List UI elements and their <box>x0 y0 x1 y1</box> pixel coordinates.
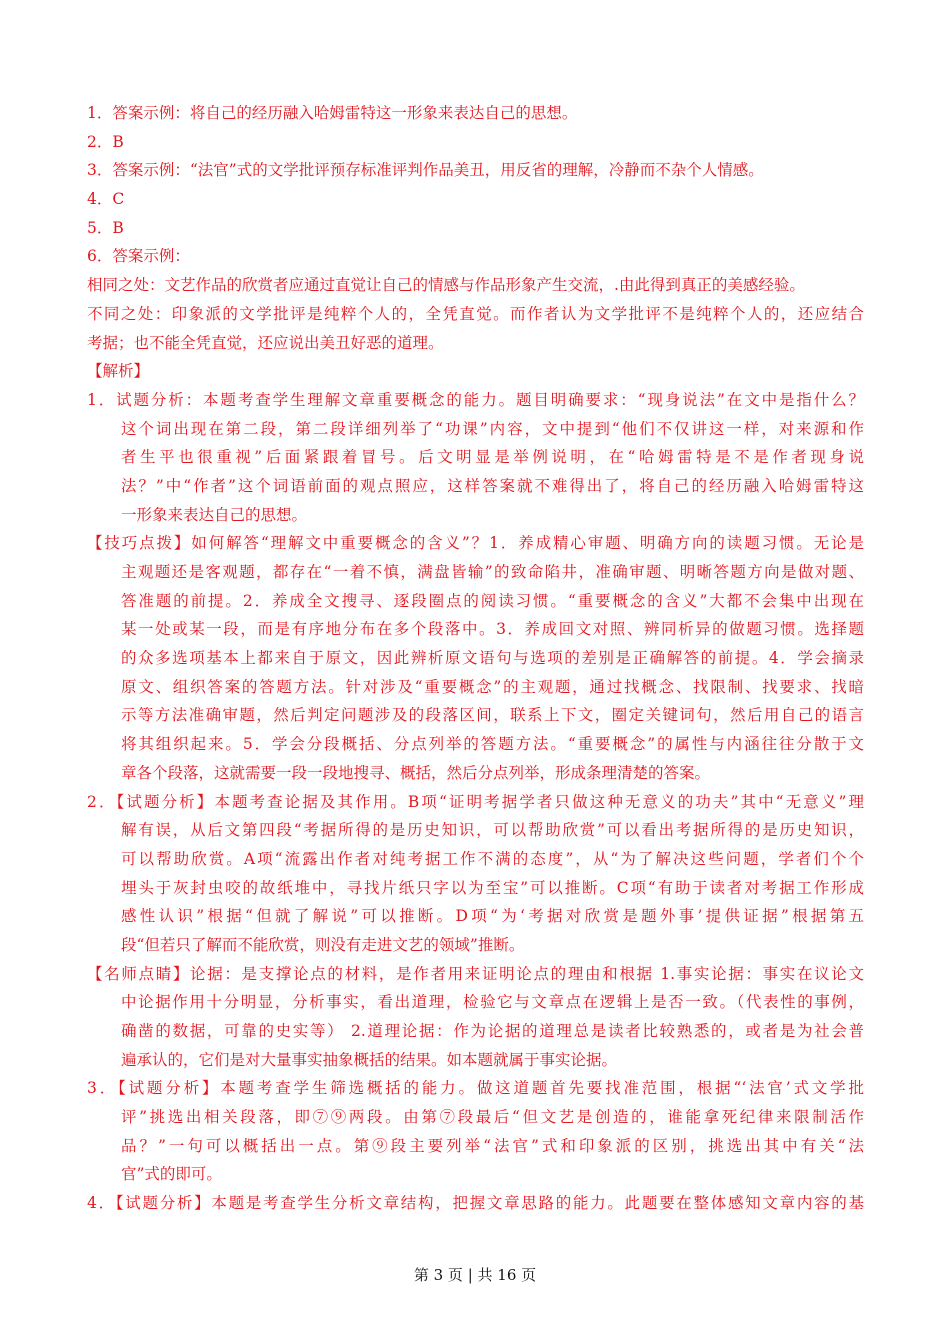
text-line: 解有误，从后文第四段“考据所得的是历史知识，可以帮助欣赏”可以看出考据所得的是历史知识， <box>121 821 864 840</box>
text-line: 答准题的前提。2．养成全文搜寻、逐段圈点的阅读习惯。“重要概念的含义”大都不会集中出现在 <box>121 591 864 610</box>
text-line: 评”挑选出相关段落，即⑦⑨两段。由第⑦段最后“但文艺是创造的，谁能拿死纪律来限制活作 <box>121 1108 864 1127</box>
document-body <box>87 99 864 1218</box>
text-line: 主观题还是客观题，都存在“一着不慎，满盘皆输”的致命陷井，准确审题、明晰答题方向是做对题、 <box>121 563 864 581</box>
text-line: 不同之处：印象派的文学批评是纯粹个人的，全凭直觉。而作者认为文学批评不是纯粹个人的，还应结合 <box>87 304 864 323</box>
text-line: 官”式的即可。 <box>121 1165 222 1184</box>
text-line: 感性认识”根据“但就了解说”可以推断。D项“为‘考据对欣赏是题外事’提供证据”根据第五 <box>121 907 864 926</box>
text-line: 5．B <box>87 218 124 237</box>
text-line: 示等方法准确审题，然后判定问题涉及的段落区间，联系上下文，圈定关键词句，然后用自己的语言 <box>121 706 864 725</box>
text-line: 1．试题分析：本题考查学生理解文章重要概念的能力。题目明确要求：“现身说法”在文中是指什么？ <box>87 390 864 409</box>
text-line: 【名师点睛】论据：是支撑论点的材料，是作者用来证明论点的理由和根据 1.事实论据：事实在议论文 <box>87 964 864 983</box>
text-line: 某一处或某一段，而是有序地分布在多个段落中。3．养成回文对照、辨同析异的做题习惯。选择题 <box>121 620 864 639</box>
text-line: 章各个段落，这就需要一段一段地搜寻、概括，然后分点列举，形成条理清楚的答案。 <box>121 763 711 782</box>
text-line: 2．【试题分析】本题考查论据及其作用。B项“证明考据学者只做这种无意义的功夫”其中“无意义”理 <box>87 792 864 811</box>
text-line: 6．答案示例： <box>87 247 190 266</box>
text-line: 3．【试题分析】本题考查学生筛选概括的能力。做这道题首先要找准范围，根据“‘法官’式文学批 <box>87 1079 864 1098</box>
text-line: 的众多选项基本上都来自于原文，因此辨析原文语句与选项的差别是正确解答的前提。4．学会摘录 <box>121 649 864 668</box>
text-line: 确凿的数据，可靠的史实等） 2.道理论据：作为论据的道理总是读者比较熟悉的，或者是为社会普 <box>121 1022 865 1040</box>
page-footer: 第 3 页 | 共 16 页 <box>413 1266 537 1284</box>
text-line: 考据；也不能全凭直觉，还应说出美丑好恶的道理。 <box>87 333 444 352</box>
text-line: 者生平也很重视”后面紧跟着冒号。后文明显是举例说明，在“哈姆雷特是不是作者现身说 <box>121 448 864 467</box>
text-line: 可以帮助欣赏。A项“流露出作者对纯考据工作不满的态度”，从“为了解决这些问题，学者们个个 <box>121 849 864 868</box>
text-line: 1．答案示例：将自己的经历融入哈姆雷特这一形象来表达自己的思想。 <box>87 104 578 122</box>
text-line: 埋头于灰封虫咬的故纸堆中，寻找片纸只字以为至宝”可以推断。C项“有助于读者对考据工作形成 <box>121 878 864 897</box>
text-line: 【解析】 <box>87 362 150 381</box>
text-line: 将其组织起来。5．学会分段概括、分点列举的答题方法。“重要概念”的属性与内涵往往分散于文 <box>121 735 864 754</box>
text-line: 这个词出现在第二段，第二段详细列举了“功课”内容，文中提到“他们不仅讲这一样，对来源和作 <box>121 419 864 438</box>
text-line: 中论据作用十分明显，分析事实，看出道理，检验它与文章点在逻辑上是否一致。（代表性的事例， <box>121 993 864 1012</box>
text-line: 品？”一句可以概括出一点。第⑨段主要列举“法官”式和印象派的区别，挑选出其中有关“法 <box>121 1136 864 1155</box>
text-line: 4．【试题分析】本题是考查学生分析文章结构，把握文章思路的能力。此题要在整体感知文章内容的基 <box>87 1194 864 1213</box>
text-line: 【技巧点拨】如何解答“理解文中重要概念的含义”？1．养成精心审题、明确方向的读题习惯。无论是 <box>87 534 864 553</box>
text-line: 原文、组织答案的答题方法。针对涉及“重要概念”的主观题，通过找概念、找限制、找要求、找暗 <box>121 677 864 696</box>
text-line: 3．答案示例：“法官”式的文学批评预存标准评判作品美丑，用反省的理解，冷静而不杂个人情感。 <box>87 161 764 180</box>
text-line: 相同之处：文艺作品的欣赏者应通过直觉让自己的情感与作品形象产生交流，.由此得到真正的美感经验。 <box>87 276 805 295</box>
text-line: 一形象来表达自己的思想。 <box>121 505 308 524</box>
text-line: 2．B <box>87 132 124 151</box>
text-line: 段“但若只了解而不能欣赏，则没有走进文艺的领域”推断。 <box>121 935 525 954</box>
text-line: 4．C <box>87 190 125 209</box>
text-line: 遍承认的，它们是对大量事实抽象概括的结果。如本题就属于事实论据。 <box>121 1050 618 1069</box>
text-line: 法？”中“作者”这个词语前面的观点照应，这样答案就不难得出了，将自己的经历融入哈姆雷特这 <box>121 476 864 495</box>
